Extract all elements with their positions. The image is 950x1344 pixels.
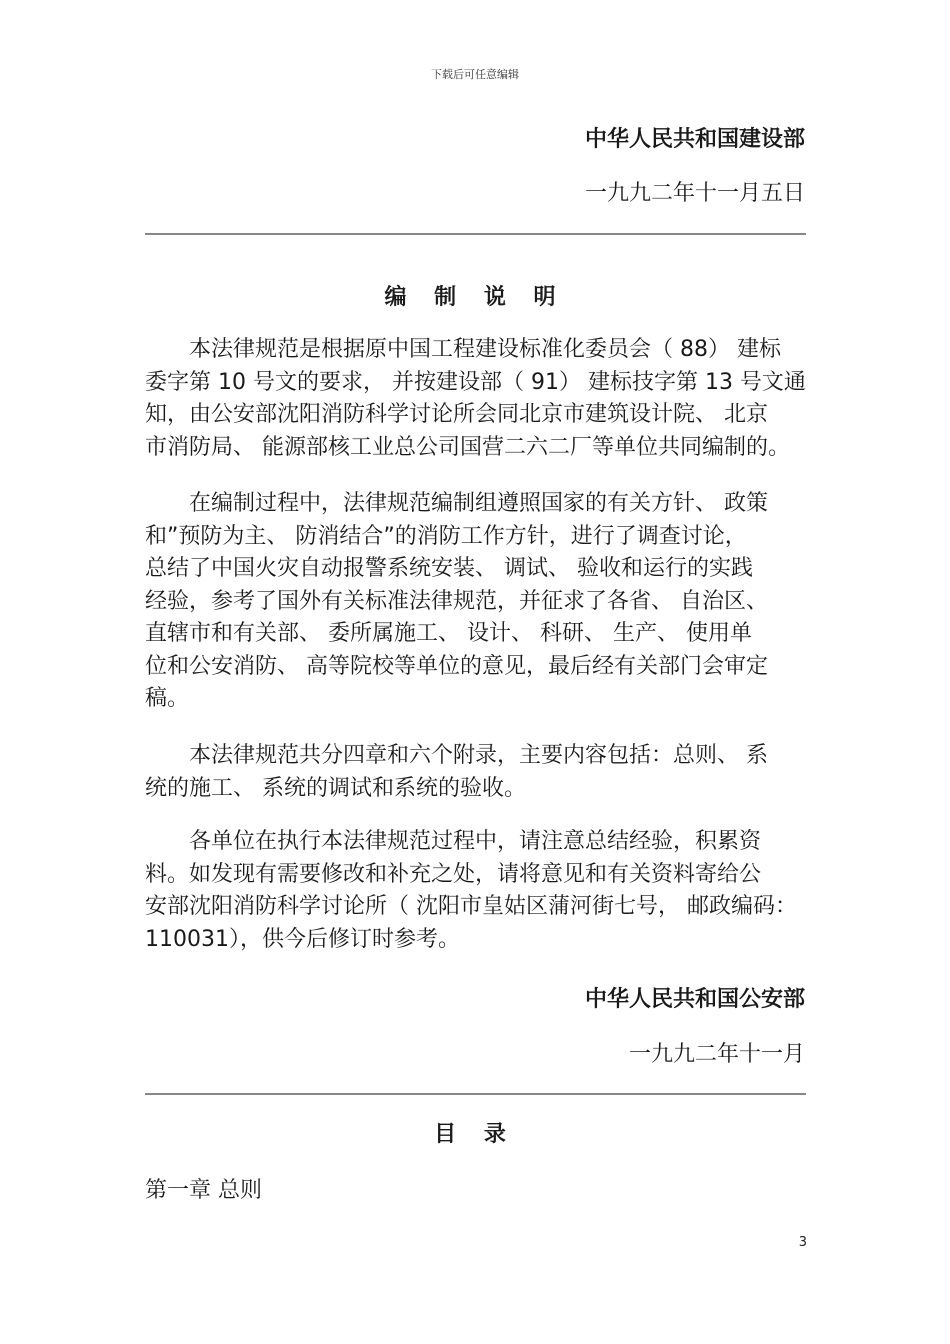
issuer-org-top: 中华人民共和国建设部: [584, 127, 805, 152]
paragraph-line: 知，由公安部沈阳消防科学讨论所会同北京市建筑设计院、 北京: [145, 402, 768, 427]
paragraph-line: 和”预防为主、 防消结合”的消防工作方针，进行了调查讨论，: [145, 523, 747, 549]
paragraph-4: [145, 826, 810, 956]
divider-bottom: [145, 1093, 806, 1095]
paragraph-line: 安部沈阳消防科学讨论所（ 沈阳市皇姑区蒲河街七号， 邮政编码：: [145, 894, 797, 919]
paragraph-2: [145, 488, 810, 716]
toc-chapter-1[interactable]: 第一章 总则: [145, 1178, 262, 1203]
paragraph-line: 110031），供今后修订时参考。: [145, 926, 460, 952]
issuer-org-bottom: 中华人民共和国公安部: [584, 987, 805, 1012]
page-number: 3: [798, 1235, 807, 1250]
issue-date-top: 一九九二年十一月五日: [584, 181, 805, 206]
paragraph-line: 位和公安消防、 高等院校等单位的意见，最后经有关部门会审定: [145, 653, 768, 679]
paragraph-3: [145, 740, 810, 805]
paragraph-line: 稿。: [145, 686, 190, 711]
paragraph-line: 直辖市和有关部、 委所属施工、 设计、 科研、 生产、 使用单: [145, 621, 752, 646]
paragraph-line: 市消防局、 能源部核工业总公司国营二六二厂等单位共同编制的。: [145, 434, 790, 460]
toc-title: 目 录: [434, 1122, 516, 1147]
paragraph-line: 本法律规范共分四章和六个附录，主要内容包括：总则、 系: [189, 743, 768, 768]
paragraph-line: 委字第 10 号文的要求， 并按建设部（ 91） 建标技字第 13 号文通: [145, 369, 806, 395]
divider-top: [145, 233, 806, 235]
paragraph-line: 料。如发现有需要修改和补充之处，请将意见和有关资料寄给公: [145, 861, 762, 887]
paragraph-line: 总结了中国火灾自动报警系统安装、 调试、 验收和运行的实践: [145, 556, 753, 581]
paragraph-line: 经验，参考了国外有关标准法律规范，并征求了各省、 自治区、: [145, 588, 768, 614]
paragraph-line: 本法律规范是根据原中国工程建设标准化委员会（ 88） 建标: [189, 337, 781, 362]
paragraph-line: 统的施工、 系统的调试和系统的验收。: [145, 775, 526, 801]
header-note: 下载后可任意编辑: [431, 68, 519, 81]
paragraph-line: 各单位在执行本法律规范过程中，请注意总结经验，积累资: [189, 829, 762, 854]
section-title: 编 制 说 明: [384, 285, 566, 310]
paragraph-line: 在编制过程中，法律规范编制组遵照国家的有关方针、 政策: [189, 491, 768, 516]
issue-date-bottom: 一九九二年十一月: [628, 1042, 805, 1067]
paragraph-1: [145, 334, 810, 464]
